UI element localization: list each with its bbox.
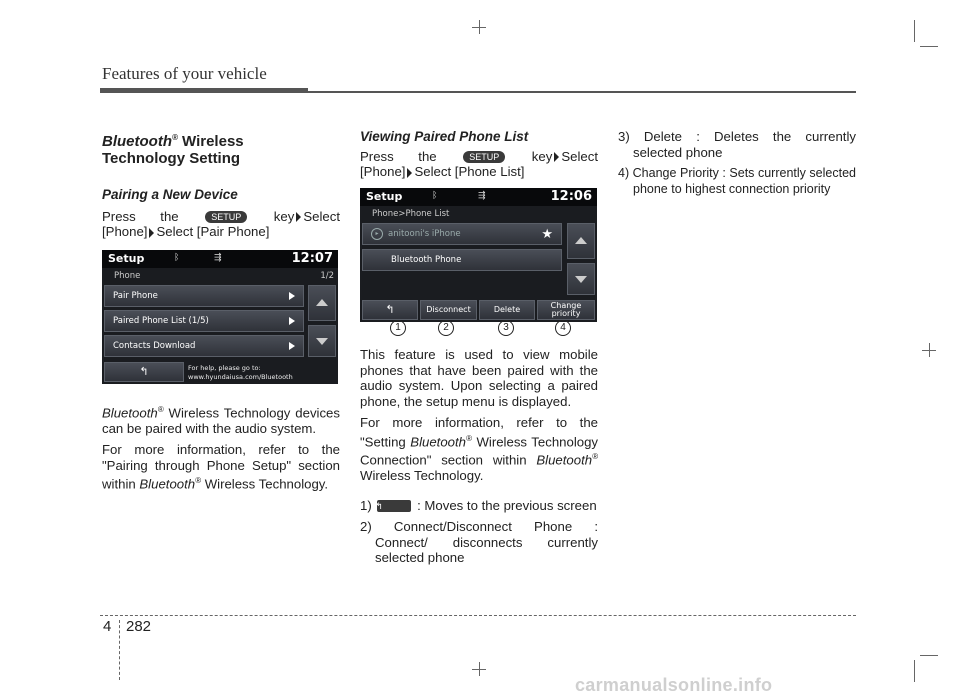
- pair-phone-button[interactable]: [104, 285, 304, 307]
- scroll-up-button[interactable]: [567, 223, 595, 259]
- arrow-up-icon: [575, 237, 587, 244]
- footer-rule: [100, 615, 856, 616]
- paragraph: This feature is used to view mobile phones that have been paired with the audio system. Upon selecting a paired phone, the setup menu is displayed.: [360, 347, 598, 409]
- callout-2: 2: [438, 320, 454, 336]
- contacts-download-button[interactable]: [104, 335, 304, 357]
- scroll-down-button[interactable]: [308, 325, 336, 357]
- crop-mark: [914, 660, 915, 682]
- page-header-title: Features of your vehicle: [102, 64, 267, 83]
- screen-subtitle: Phone: [114, 271, 141, 281]
- usb-icon: ⇶: [478, 191, 486, 201]
- setup-phone-screen: [102, 250, 338, 384]
- arrow-right-icon: [554, 152, 559, 162]
- paired-phone-list-button[interactable]: [104, 310, 304, 332]
- scroll-down-button[interactable]: [567, 263, 595, 295]
- column-2: [360, 129, 598, 186]
- callout-3: 3: [498, 320, 514, 336]
- chevron-right-icon: [289, 317, 295, 325]
- screen-title: Setup: [366, 190, 403, 203]
- delete-button[interactable]: Delete: [479, 300, 535, 320]
- screen-clock: 12:06: [550, 189, 592, 204]
- bluetooth-icon: ᛒ: [174, 253, 180, 263]
- column-3: [618, 129, 856, 203]
- star-icon: ★: [541, 227, 553, 242]
- instruction-line: [Phone] Select [Pair Phone]: [102, 224, 270, 239]
- phone-name: anitooni's iPhone: [388, 229, 461, 239]
- phone-list-item[interactable]: [362, 223, 562, 245]
- section-heading: Bluetooth® Wireless Technology Setting: [102, 133, 244, 167]
- instruction-line: Press the SETUP key Select: [102, 208, 340, 224]
- crop-mark: [914, 20, 915, 42]
- chevron-right-icon: [289, 342, 295, 350]
- crop-mark: [472, 669, 486, 670]
- crop-mark: [472, 27, 486, 28]
- header-rule-accent: [100, 88, 308, 93]
- screen-title: Setup: [108, 252, 145, 265]
- phone-name: Bluetooth Phone: [391, 255, 462, 265]
- link-icon: ▸: [371, 228, 383, 240]
- back-key-icon: [377, 500, 411, 512]
- instruction-line: [Phone] Select [Phone List]: [360, 164, 525, 179]
- phone-list-screen: [360, 188, 597, 322]
- phone-list-item[interactable]: [362, 249, 562, 271]
- sub-heading: Pairing a New Device: [102, 187, 238, 202]
- back-button[interactable]: ↰: [362, 300, 418, 320]
- bluetooth-icon: ᛒ: [432, 191, 438, 201]
- sub-heading: Viewing Paired Phone List: [360, 129, 529, 144]
- instruction-line: Press the SETUP key Select: [360, 148, 598, 164]
- column-1: [102, 129, 340, 246]
- callout-1: 1: [390, 320, 406, 336]
- paragraph: For more information, refer to the "Setting Bluetooth® Wireless Technology Connection" section within Bluetooth® Wireless Technology.: [360, 415, 599, 484]
- list-item: 3) Delete : Deletes the currently selected phone: [618, 129, 856, 160]
- column-2-body: [360, 347, 598, 572]
- arrow-right-icon: [296, 212, 301, 222]
- menu-item-label: Paired Phone List (1/5): [113, 316, 209, 326]
- crop-mark: [922, 350, 936, 351]
- help-text: For help, please go to: www.hyundaiusa.com/Bluetooth: [188, 364, 293, 381]
- section-number: 4: [103, 618, 112, 635]
- page-number: 282: [126, 618, 152, 635]
- page-indicator: 1/2: [320, 271, 334, 281]
- screen-clock: 12:07: [291, 251, 333, 266]
- arrow-down-icon: [316, 338, 328, 345]
- list-item: 1) ↰ : Moves to the previous screen: [360, 498, 598, 514]
- paragraph: For more information, refer to the "Pairing through Phone Setup" section within Bluetooth® Wireless Technology.: [102, 442, 340, 492]
- setup-key-icon: SETUP: [205, 211, 247, 223]
- change-priority-button[interactable]: Change priority: [537, 300, 595, 320]
- screen-breadcrumb: Phone>Phone List: [372, 209, 450, 219]
- list-item: 2) Connect/Disconnect Phone : Connect/ disconnects currently selected phone: [360, 519, 598, 566]
- crop-mark: [920, 655, 938, 656]
- menu-item-label: Pair Phone: [113, 291, 158, 301]
- scroll-up-button[interactable]: [308, 285, 336, 321]
- chevron-right-icon: [289, 292, 295, 300]
- setup-key-icon: SETUP: [463, 151, 505, 163]
- crop-mark: [920, 46, 938, 47]
- arrow-right-icon: [149, 228, 154, 238]
- list-item: 4) Change Priority : Sets currently selected phone to highest connection priority: [618, 166, 856, 196]
- paragraph: Bluetooth® Wireless Technology devices can be paired with the audio system.: [102, 405, 340, 436]
- footer-divider: [119, 620, 121, 680]
- watermark: carmanualsonline.info: [575, 675, 773, 695]
- menu-item-label: Contacts Download: [113, 341, 196, 351]
- arrow-right-icon: [407, 168, 412, 178]
- disconnect-button[interactable]: Disconnect: [420, 300, 477, 320]
- callout-4: 4: [555, 320, 571, 336]
- arrow-down-icon: [575, 276, 587, 283]
- column-1-body: [102, 402, 340, 498]
- usb-icon: ⇶: [214, 253, 222, 263]
- arrow-up-icon: [316, 299, 328, 306]
- back-button[interactable]: ↰: [104, 362, 184, 382]
